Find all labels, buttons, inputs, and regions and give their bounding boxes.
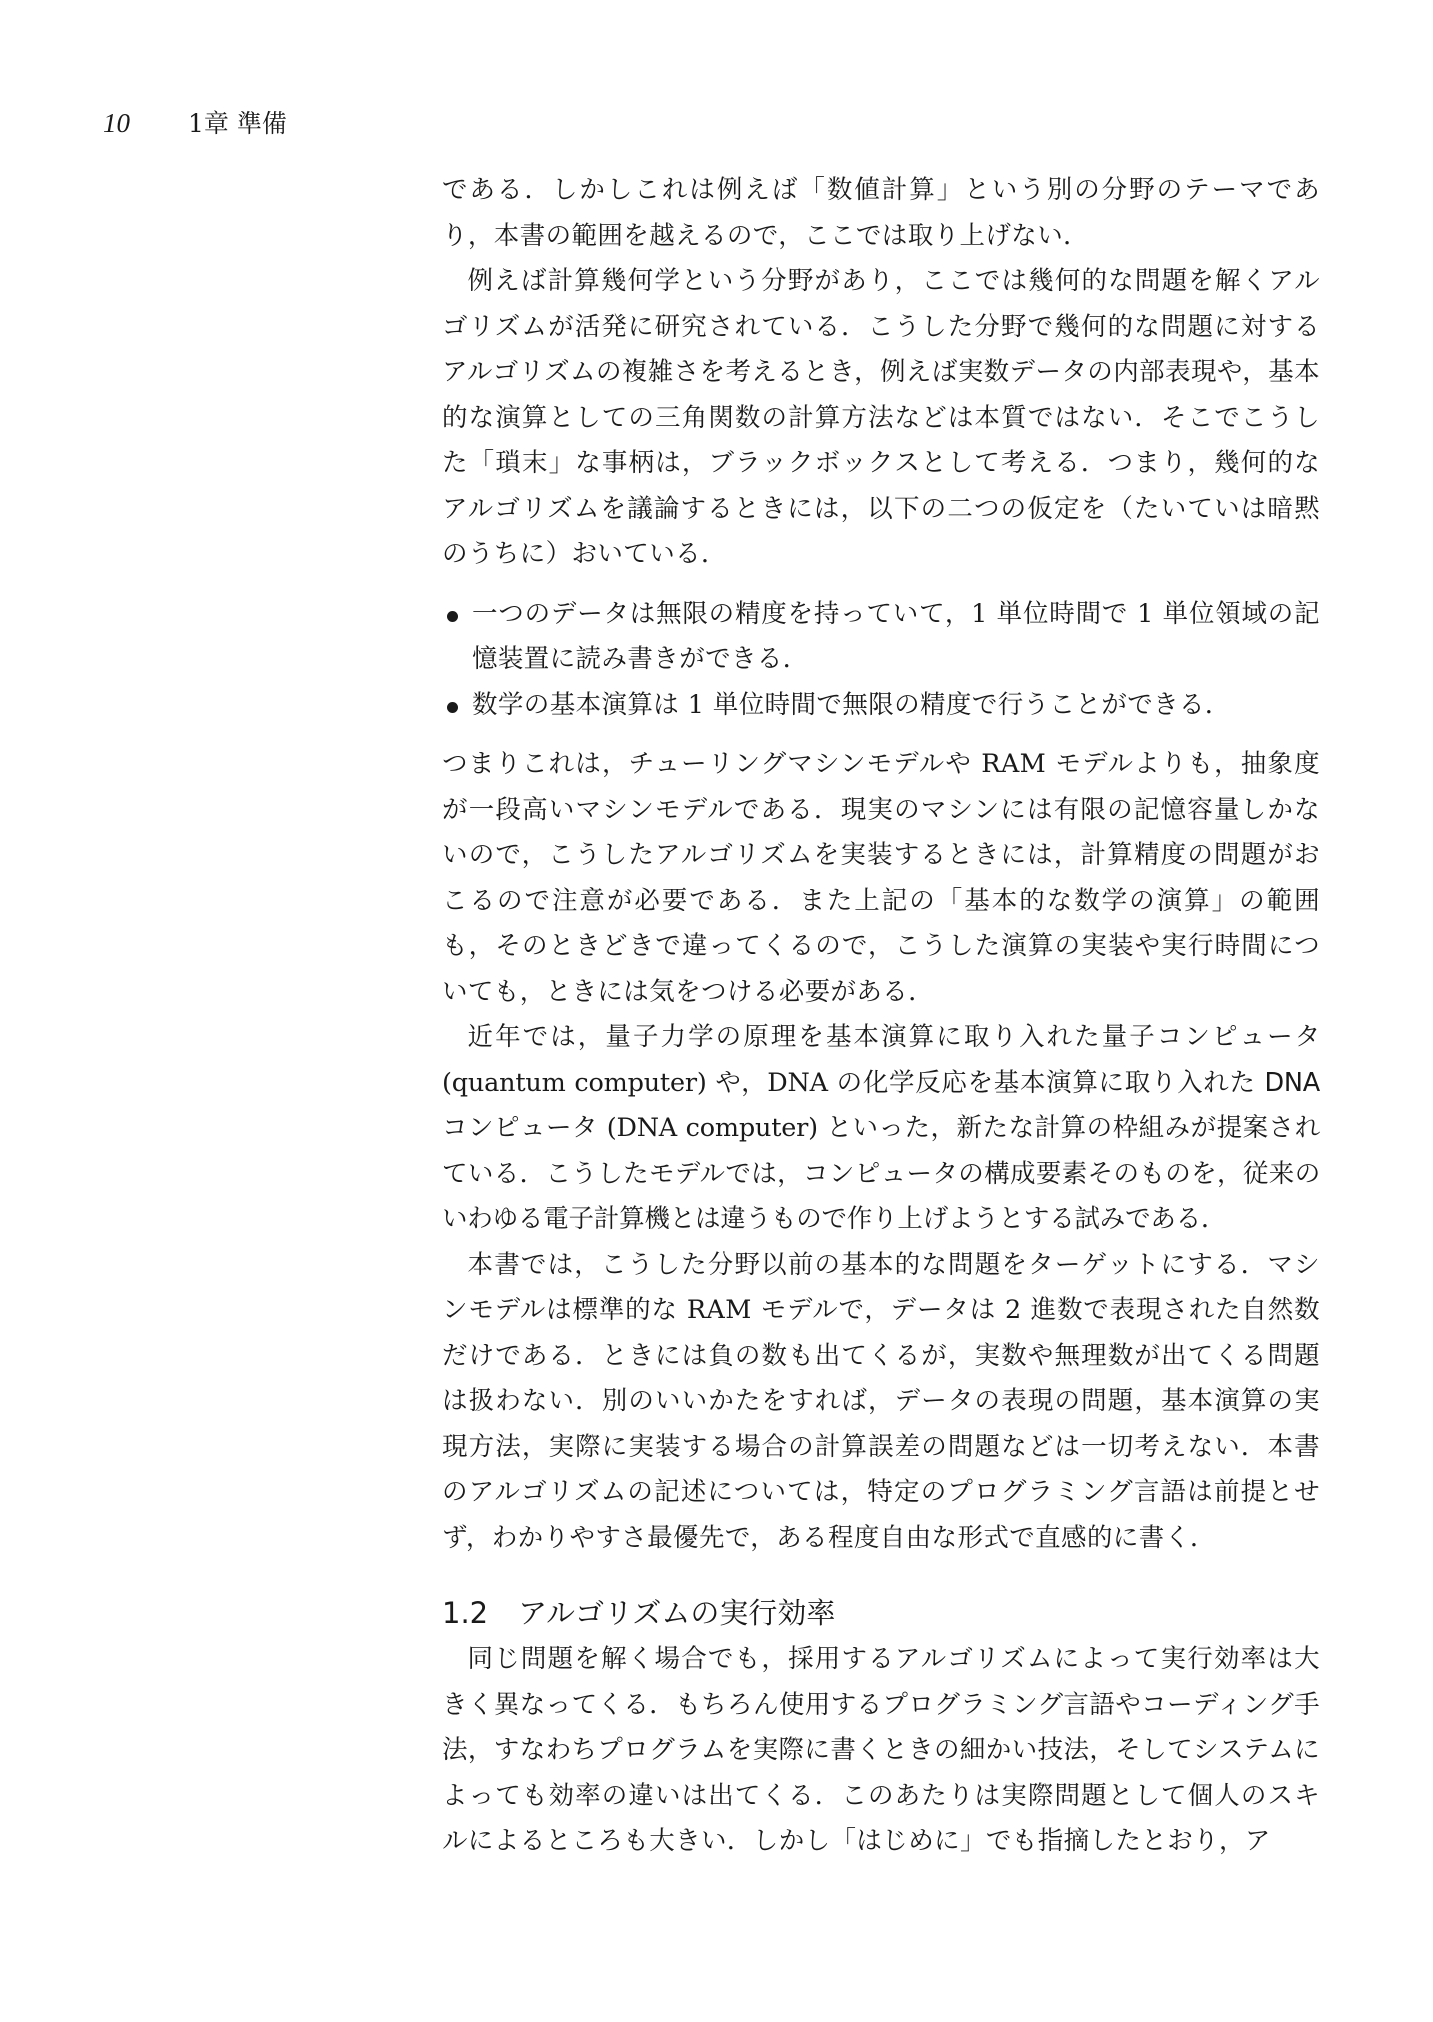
section-title: アルゴリズムの実行効率 [518, 1596, 836, 1630]
paragraph-computational-geometry: 例えば計算幾何学という分野があり，ここでは幾何的な問題を解くアルゴリズムが活発に研究されている．こうした分野で幾何的な問題に対するアルゴリズムの複雑さを考えるとき，例えば実数データの内部表現や，基本的な演算としての三角関数の計算方法などは本質ではない．そこでこうした「瑣末」な事柄は，ブラックボックスとして考える．つまり，幾何的なアルゴリズムを議論するときには，以下の二つの仮定を（たいていは暗黙のうちに）おいている． [442, 266, 1320, 569]
main-text-column [442, 168, 1320, 1865]
page-number: 10 [103, 108, 130, 138]
paragraph-text: (quantum computer) や，DNA の化学反応を基本演算に取り入れた [442, 1067, 1265, 1098]
term-quantum-computer: 量子コンピュータ [1101, 1022, 1320, 1052]
paragraph-continued: である．しかしこれは例えば「数値計算」という別の分野のテーマであり，本書の範囲を越えるので，ここでは取り上げない． [442, 175, 1320, 251]
paragraph-abstract-machine: つまりこれは，チューリングマシンモデルや RAM モデルよりも，抽象度が一段高いマシンモデルである．現実のマシンには有限の記憶容量しかないので，こうしたアルゴリズムを実装するときには，計算精度の問題がおこるので注意が必要である．また上記の「基本的な数学の演算」の範囲も，そのときどきで違ってくるので，こうした演算の実装や実行時間についても，ときには気をつける必要がある． [442, 749, 1320, 1007]
paragraph-quantum-dna [442, 1015, 1320, 1243]
paragraph-text: (DNA computer) といった，新たな計算の枠組みが提案されている．こうしたモデルでは，コンピュータの構成要素そのものを，従来のいわゆる電子計算機とは違うもので作り上げようとする試みである． [442, 1113, 1320, 1234]
list-item-text: 数学の基本演算は 1 単位時間で無限の精度で行うことができる． [472, 689, 1231, 720]
assumption-list [442, 592, 1320, 729]
term-dna-computer: DNA コンピュータ [442, 1067, 1320, 1143]
paragraph-text: 近年では，量子力学の原理を基本演算に取り入れた [467, 1022, 1102, 1052]
chapter-title: 準備 [236, 109, 287, 138]
paragraph-efficiency: 同じ問題を解く場合でも，採用するアルゴリズムによって実行効率は大きく異なってくる．もちろん使用するプログラミング言語やコーディング手法，すなわちプログラムを実際に書くときの細かい技法，そしてシステムによっても効率の違いは出てくる．このあたりは実際問題として個人のスキルによるところも大きい．しかし「はじめに」でも指摘したとおり，ア [442, 1644, 1320, 1856]
paragraph-book-scope: 本書では，こうした分野以前の基本的な問題をターゲットにする．マシンモデルは標準的な RAM モデルで，データは 2 進数で表現された自然数だけである．ときには負の数も出てくるが，実数や無理数が出てくる問題は扱わない．別のいいかたをすれば，データの表現の問題，基本演算の実現方法，実際に実装する場合の計算誤差の問題などは一切考えない．本書のアルゴリズムの記述については，特定のプログラミング言語は前提とせず，わかりやすさ最優先で，ある程度自由な形式で直感的に書く． [442, 1249, 1320, 1553]
bullet-icon [447, 702, 458, 713]
section-number: 1.2 [442, 1596, 489, 1630]
list-item [442, 683, 1320, 729]
bullet-icon [447, 611, 458, 622]
list-item-text: 一つのデータは無限の精度を持っていて，1 単位時間で 1 単位領域の記憶装置に読み書きができる． [472, 598, 1320, 674]
chapter-number: 1章 [188, 109, 229, 138]
list-item [442, 592, 1320, 683]
section-heading [442, 1589, 1320, 1637]
running-head [103, 103, 309, 143]
